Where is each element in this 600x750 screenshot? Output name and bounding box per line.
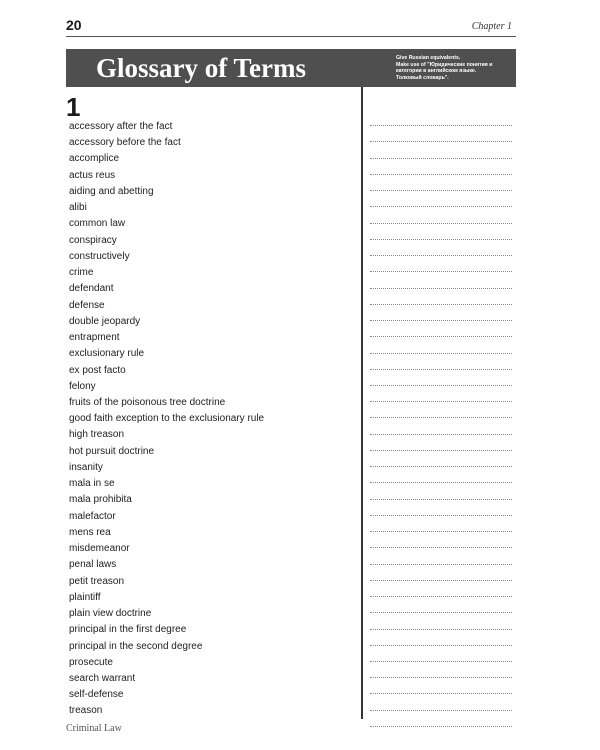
answer-line [370,483,512,499]
glossary-term: fruits of the poisonous tree doctrine [69,396,226,408]
glossary-term: exclusionary rule [69,348,145,360]
answer-line [370,289,512,305]
glossary-term: felony [69,380,96,392]
glossary-term: mala in se [69,478,115,490]
answer-line [370,402,512,418]
instruction-line: Толковый словарь". [396,74,449,81]
glossary-term: petit treason [69,575,125,587]
glossary-term: mens rea [69,526,111,538]
answer-line [370,516,512,532]
glossary-term: prosecute [69,656,113,668]
answer-line [370,500,512,516]
answer-line [370,305,512,321]
glossary-term: penal laws [69,559,117,571]
instruction-line: Give Russian equivalents. [396,55,461,61]
answer-line [370,548,512,564]
answer-line [370,240,512,256]
answer-line [370,662,512,678]
page-title: Glossary of Terms [96,53,307,83]
answer-line [370,711,512,727]
glossary-term: mala prohibita [69,494,132,506]
banner-instructions [396,55,514,81]
glossary-term: defense [69,299,105,311]
title-banner [66,49,516,87]
answer-line [370,272,512,288]
answer-line [370,159,512,175]
answer-line [370,467,512,483]
glossary-term: search warrant [69,672,136,684]
glossary-term: malefactor [69,510,116,522]
glossary-term: treason [69,705,103,717]
answer-line [370,354,512,370]
answer-line [370,110,512,126]
answer-line [370,337,512,353]
answer-line [370,630,512,646]
answer-line [370,321,512,337]
glossary-term: accessory after the fact [69,121,173,132]
glossary-term: accomplice [69,153,120,165]
answer-line [370,435,512,451]
glossary-term: entrapment [69,332,120,344]
glossary-term: plaintiff [69,591,101,603]
answer-line [370,678,512,694]
answer-line [370,256,512,272]
chapter-label: Chapter 1 [471,21,512,32]
answer-lines [370,110,512,727]
answer-line [370,224,512,240]
glossary-term: constructively [69,250,130,262]
answer-line [370,451,512,467]
answer-line [370,532,512,548]
glossary-term: hot pursuit doctrine [69,445,155,457]
glossary-term: misdemeanor [69,543,130,555]
glossary-term: principal in the second degree [69,640,203,652]
answer-line [370,694,512,710]
instruction-line: Make use of "Юридические понятия и [396,61,493,68]
column-divider [361,87,363,719]
glossary-term: common law [69,218,126,230]
section-number: 1 [66,92,81,122]
glossary-term: principal in the first degree [69,624,187,636]
answer-line [370,191,512,207]
answer-line [370,207,512,223]
answer-line [370,142,512,158]
answer-line [370,581,512,597]
glossary-term: good faith exception to the exclusionary rule [69,413,265,425]
instruction-line: категории в английском языке. [396,68,477,75]
answer-line [370,126,512,142]
glossary-term: defendant [69,283,114,295]
answer-line [370,418,512,434]
answer-line [370,175,512,191]
answer-line [370,613,512,629]
glossary-term: aiding and abetting [69,185,154,197]
footer-text: Criminal Law [66,723,122,734]
header-rule [66,36,516,37]
glossary-term: insanity [69,461,103,473]
glossary-term: actus reus [69,169,116,181]
terms-list [69,119,264,720]
glossary-term: high treason [69,429,125,441]
glossary-term: crime [69,267,94,279]
answer-line [370,370,512,386]
answer-line [370,646,512,662]
answer-line [370,565,512,581]
glossary-term: conspiracy [69,234,117,246]
glossary-term: self-defense [69,689,124,701]
glossary-term: alibi [69,202,87,214]
glossary-term: accessory before the fact [69,137,181,149]
glossary-term: double jeopardy [69,315,141,327]
page-number: 20 [66,17,82,33]
answer-line [370,386,512,402]
glossary-term: plain view doctrine [69,608,152,620]
answer-line [370,597,512,613]
glossary-term: ex post facto [69,364,126,376]
